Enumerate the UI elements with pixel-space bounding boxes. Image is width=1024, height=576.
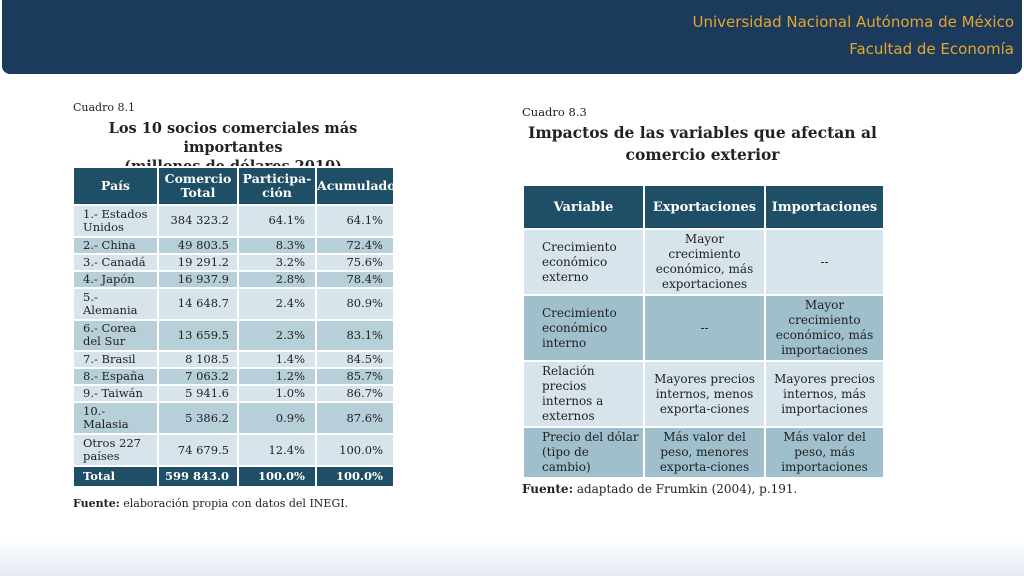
col-header-variable: Variable — [523, 185, 644, 229]
exports-effect-cell: Más valor del peso, menores exporta-ciones — [644, 427, 765, 478]
table1-label: Cuadro 8.1 — [73, 101, 135, 114]
table-row — [73, 385, 394, 402]
share-cell: 2.8% — [238, 271, 316, 288]
table1-source-text: elaboración propia con datos del INEGI. — [119, 497, 349, 510]
variables-impact-table — [522, 184, 885, 479]
country-cell: 1.- Estados Unidos — [73, 205, 158, 237]
trade-total-cell: 49 803.5 — [158, 237, 238, 254]
variable-cell: Precio del dólar (tipo de cambio) — [523, 427, 644, 478]
cumulative-cell: 83.1% — [316, 320, 394, 352]
table-row — [523, 229, 884, 295]
trade-total-cell: 5 941.6 — [158, 385, 238, 402]
cumulative-cell: 86.7% — [316, 385, 394, 402]
country-cell: Otros 227 países — [73, 434, 158, 466]
table-row — [523, 427, 884, 478]
table1-title-line1: Los 10 socios comerciales más importantes — [108, 120, 358, 156]
table-row — [523, 295, 884, 361]
table-row — [73, 434, 394, 466]
table2-header-row — [523, 185, 884, 229]
variable-cell: Relación precios internos a externos — [523, 361, 644, 427]
share-cell: 8.3% — [238, 237, 316, 254]
cumulative-cell: 85.7% — [316, 368, 394, 385]
table2-title-line1: Impactos de las variables que afectan al — [528, 123, 877, 142]
imports-effect-cell: Más valor del peso, más importaciones — [765, 427, 884, 478]
variable-cell: Crecimiento económico externo — [523, 229, 644, 295]
cumulative-cell: 87.6% — [316, 402, 394, 434]
variable-cell: Crecimiento económico interno — [523, 295, 644, 361]
country-cell: 2.- China — [73, 237, 158, 254]
cumulative-cell: 72.4% — [316, 237, 394, 254]
share-cell: 1.4% — [238, 351, 316, 368]
country-cell: 8.- España — [73, 368, 158, 385]
table-row — [73, 402, 394, 434]
trade-total-cell: 14 648.7 — [158, 288, 238, 320]
table-row — [73, 237, 394, 254]
exports-effect-cell: Mayores precios internos, menos exporta-ciones — [644, 361, 765, 427]
imports-effect-cell: Mayores precios internos, más importaciones — [765, 361, 884, 427]
country-cell: 4.- Japón — [73, 271, 158, 288]
col-header-share: Participa-ción — [238, 167, 316, 205]
exports-effect-cell: Mayor crecimiento económico, más exportaciones — [644, 229, 765, 295]
trade-total-cell: 13 659.5 — [158, 320, 238, 352]
table-row — [73, 351, 394, 368]
table-row — [73, 254, 394, 271]
cumulative-cell: 84.5% — [316, 351, 394, 368]
country-cell: 6.- Corea del Sur — [73, 320, 158, 352]
imports-effect-cell: -- — [765, 229, 884, 295]
table2-title-line2: comercio exterior — [625, 145, 780, 164]
table2-source — [522, 482, 797, 496]
total-trade-cell: 599 843.0 — [158, 466, 238, 487]
trade-total-cell: 7 063.2 — [158, 368, 238, 385]
bottom-gradient — [0, 540, 1024, 576]
trade-total-cell: 19 291.2 — [158, 254, 238, 271]
share-cell: 0.9% — [238, 402, 316, 434]
total-share-cell: 100.0% — [238, 466, 316, 487]
country-cell: 10.- Malasia — [73, 402, 158, 434]
table2-label: Cuadro 8.3 — [522, 105, 587, 119]
trade-total-cell: 384 323.2 — [158, 205, 238, 237]
country-cell: 9.- Taiwán — [73, 385, 158, 402]
trade-total-cell: 74 679.5 — [158, 434, 238, 466]
col-header-country: País — [73, 167, 158, 205]
cumulative-cell: 64.1% — [316, 205, 394, 237]
table-row — [73, 368, 394, 385]
trade-total-cell: 8 108.5 — [158, 351, 238, 368]
table-row — [73, 205, 394, 237]
exports-effect-cell: -- — [644, 295, 765, 361]
table2-title — [522, 122, 883, 166]
table-row — [73, 320, 394, 352]
share-cell: 1.0% — [238, 385, 316, 402]
trade-partners-table — [72, 166, 395, 488]
table-row — [73, 271, 394, 288]
share-cell: 64.1% — [238, 205, 316, 237]
cumulative-cell: 78.4% — [316, 271, 394, 288]
cumulative-cell: 80.9% — [316, 288, 394, 320]
cumulative-cell: 100.0% — [316, 434, 394, 466]
country-cell: 7.- Brasil — [73, 351, 158, 368]
total-row — [73, 466, 394, 487]
university-name: Universidad Nacional Autónoma de México — [692, 13, 1014, 31]
table1-source-label: Fuente: — [73, 497, 120, 510]
table1-header-row — [73, 167, 394, 205]
header-bar — [2, 0, 1022, 74]
country-cell: 5.- Alemania — [73, 288, 158, 320]
share-cell: 12.4% — [238, 434, 316, 466]
table-row — [73, 288, 394, 320]
col-header-exports: Exportaciones — [644, 185, 765, 229]
total-label-cell: Total — [73, 466, 158, 487]
total-cumulative-cell: 100.0% — [316, 466, 394, 487]
trade-total-cell: 16 937.9 — [158, 271, 238, 288]
table-row — [523, 361, 884, 427]
imports-effect-cell: Mayor crecimiento económico, más importaciones — [765, 295, 884, 361]
col-header-cumulative: Acumulado — [316, 167, 394, 205]
table1-source — [73, 497, 348, 510]
share-cell: 1.2% — [238, 368, 316, 385]
share-cell: 3.2% — [238, 254, 316, 271]
country-cell: 3.- Canadá — [73, 254, 158, 271]
share-cell: 2.4% — [238, 288, 316, 320]
col-header-imports: Importaciones — [765, 185, 884, 229]
share-cell: 2.3% — [238, 320, 316, 352]
cumulative-cell: 75.6% — [316, 254, 394, 271]
trade-total-cell: 5 386.2 — [158, 402, 238, 434]
col-header-total: Comercio Total — [158, 167, 238, 205]
faculty-name: Facultad de Economía — [849, 40, 1014, 58]
table2-source-label: Fuente: — [522, 482, 573, 496]
table2-source-text: adaptado de Frumkin (2004), p.191. — [573, 482, 798, 496]
